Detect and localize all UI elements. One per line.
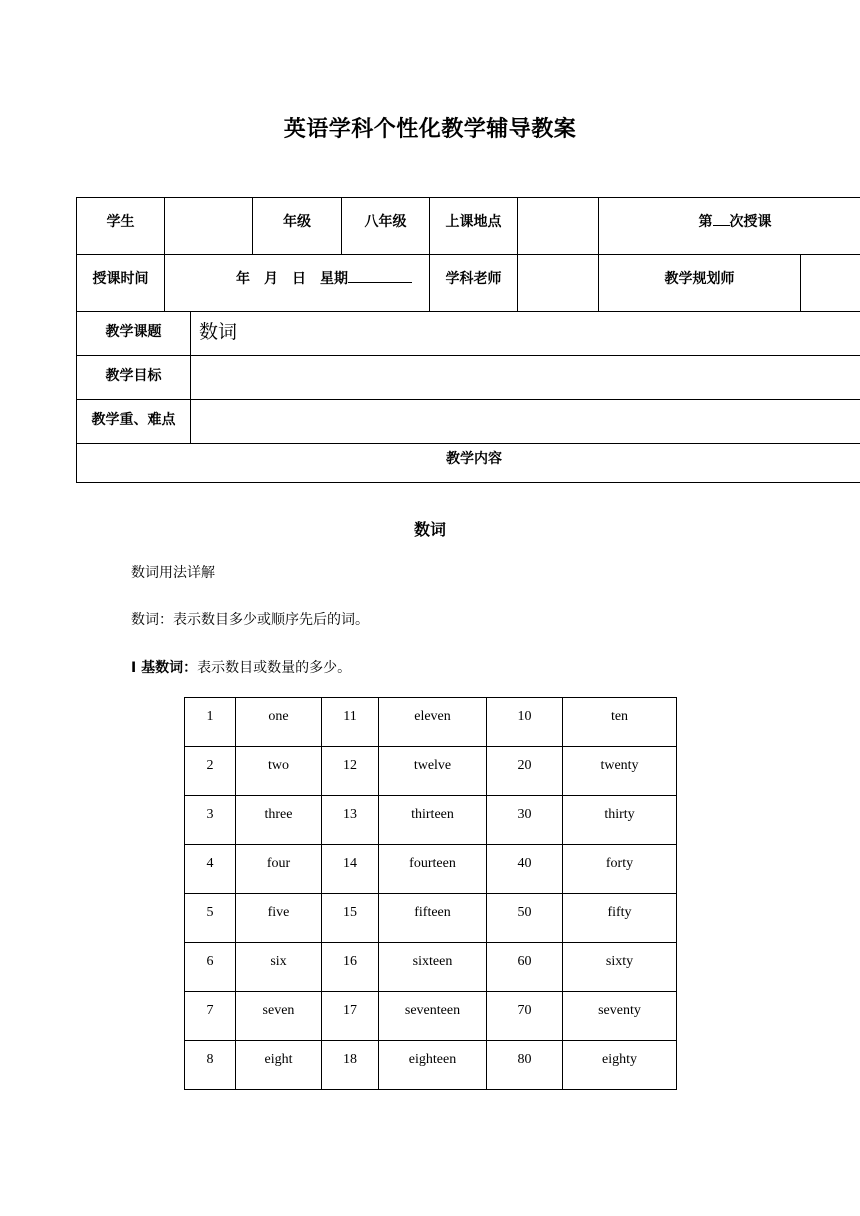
table-row xyxy=(185,1041,677,1090)
time-value-cell xyxy=(165,255,430,312)
table-cell: eighteen xyxy=(379,1041,487,1090)
table-cell: six xyxy=(236,943,322,992)
topic-value: 数词 xyxy=(199,321,238,343)
location-label-cell xyxy=(430,198,518,255)
teacher-label-cell xyxy=(430,255,518,312)
content-header-cell xyxy=(77,444,860,483)
table-cell: 50 xyxy=(487,894,563,943)
location-value-cell xyxy=(518,198,599,255)
cardinal-heading: I 基数词： xyxy=(131,660,198,676)
table-cell: forty xyxy=(563,845,677,894)
table-cell: 5 xyxy=(185,894,236,943)
day-label: 日 xyxy=(292,271,306,287)
table-cell: 2 xyxy=(185,747,236,796)
table-cell: twenty xyxy=(563,747,677,796)
planner-value-cell xyxy=(801,255,860,312)
table-row xyxy=(185,747,677,796)
keypoints-label-cell xyxy=(77,400,191,444)
table-cell: 8 xyxy=(185,1041,236,1090)
planner-label-cell xyxy=(599,255,801,312)
time-label-cell xyxy=(77,255,165,312)
numeral-definition: 数词：表示数目多少或顺序先后的词。 xyxy=(131,612,369,628)
session-count xyxy=(599,198,860,231)
section-title: 数词 xyxy=(413,520,446,539)
session-prefix: 第 xyxy=(698,214,713,230)
grade-label-cell xyxy=(253,198,342,255)
grade-value: 八年级 xyxy=(364,214,407,230)
planner-label: 教学规划师 xyxy=(664,271,735,287)
table-cell: thirty xyxy=(563,796,677,845)
table-cell: two xyxy=(236,747,322,796)
table-cell: fifteen xyxy=(379,894,487,943)
table-cell: 14 xyxy=(322,845,379,894)
goal-value-cell xyxy=(191,356,860,400)
table-row xyxy=(185,845,677,894)
table-cell: eight xyxy=(236,1041,322,1090)
table-cell: four xyxy=(236,845,322,894)
table-cell: thirteen xyxy=(379,796,487,845)
topic-label: 教学课题 xyxy=(105,324,162,340)
teacher-label: 学科老师 xyxy=(445,271,502,287)
table-cell: 18 xyxy=(322,1041,379,1090)
cardinal-numbers-table xyxy=(184,697,677,1090)
table-cell: seven xyxy=(236,992,322,1041)
table-cell: sixteen xyxy=(379,943,487,992)
teacher-value-cell xyxy=(518,255,599,312)
student-label: 学生 xyxy=(106,214,135,230)
table-cell: one xyxy=(236,698,322,747)
session-suffix: 次授课 xyxy=(729,214,772,230)
cardinal-description: 表示数目或数量的多少。 xyxy=(197,660,352,676)
keypoints-value-cell xyxy=(191,400,860,444)
table-cell: 12 xyxy=(322,747,379,796)
table-cell: 40 xyxy=(487,845,563,894)
grade-value-cell xyxy=(342,198,430,255)
table-cell: 3 xyxy=(185,796,236,845)
year-label: 年 xyxy=(236,271,250,287)
table-row xyxy=(185,796,677,845)
table-cell: 70 xyxy=(487,992,563,1041)
table-cell: eleven xyxy=(379,698,487,747)
table-cell: five xyxy=(236,894,322,943)
table-cell: sixty xyxy=(563,943,677,992)
student-value-cell xyxy=(165,198,253,255)
page-title: 英语学科个性化教学辅导教案 xyxy=(283,117,577,142)
table-cell: 1 xyxy=(185,698,236,747)
table-cell: 4 xyxy=(185,845,236,894)
table-cell: ten xyxy=(563,698,677,747)
location-label: 上课地点 xyxy=(445,214,502,230)
lesson-info-table xyxy=(76,197,860,483)
content-label: 教学内容 xyxy=(446,451,503,467)
table-cell: 80 xyxy=(487,1041,563,1090)
table-row xyxy=(185,943,677,992)
table-cell: 6 xyxy=(185,943,236,992)
table-cell: three xyxy=(236,796,322,845)
topic-label-cell xyxy=(77,312,191,356)
time-label: 授课时间 xyxy=(92,271,149,287)
topic-value-cell xyxy=(191,312,860,356)
table-cell: 11 xyxy=(322,698,379,747)
time-fields xyxy=(165,255,429,288)
table-cell: 17 xyxy=(322,992,379,1041)
goal-label-cell xyxy=(77,356,191,400)
table-row xyxy=(185,992,677,1041)
table-cell: 13 xyxy=(322,796,379,845)
table-cell: fourteen xyxy=(379,845,487,894)
month-label: 月 xyxy=(264,271,278,287)
table-cell: 16 xyxy=(322,943,379,992)
table-cell: 60 xyxy=(487,943,563,992)
weekday-blank xyxy=(348,268,412,283)
table-cell: 30 xyxy=(487,796,563,845)
table-cell: 20 xyxy=(487,747,563,796)
weekday-label: 星期 xyxy=(320,271,348,287)
session-blank xyxy=(713,211,730,226)
table-row xyxy=(185,894,677,943)
table-cell: seventeen xyxy=(379,992,487,1041)
table-cell: fifty xyxy=(563,894,677,943)
grade-label: 年级 xyxy=(283,214,311,230)
intro-heading: 数词用法详解 xyxy=(131,565,215,581)
table-cell: twelve xyxy=(379,747,487,796)
keypoints-label: 教学重、难点 xyxy=(91,412,176,428)
table-cell: 15 xyxy=(322,894,379,943)
session-cell xyxy=(599,198,860,255)
table-row xyxy=(185,698,677,747)
table-cell: 10 xyxy=(487,698,563,747)
goal-label: 教学目标 xyxy=(105,368,162,384)
table-cell: 7 xyxy=(185,992,236,1041)
table-cell: seventy xyxy=(563,992,677,1041)
student-label-cell xyxy=(77,198,165,255)
cardinal-numerals-line xyxy=(131,657,351,677)
table-cell: eighty xyxy=(563,1041,677,1090)
